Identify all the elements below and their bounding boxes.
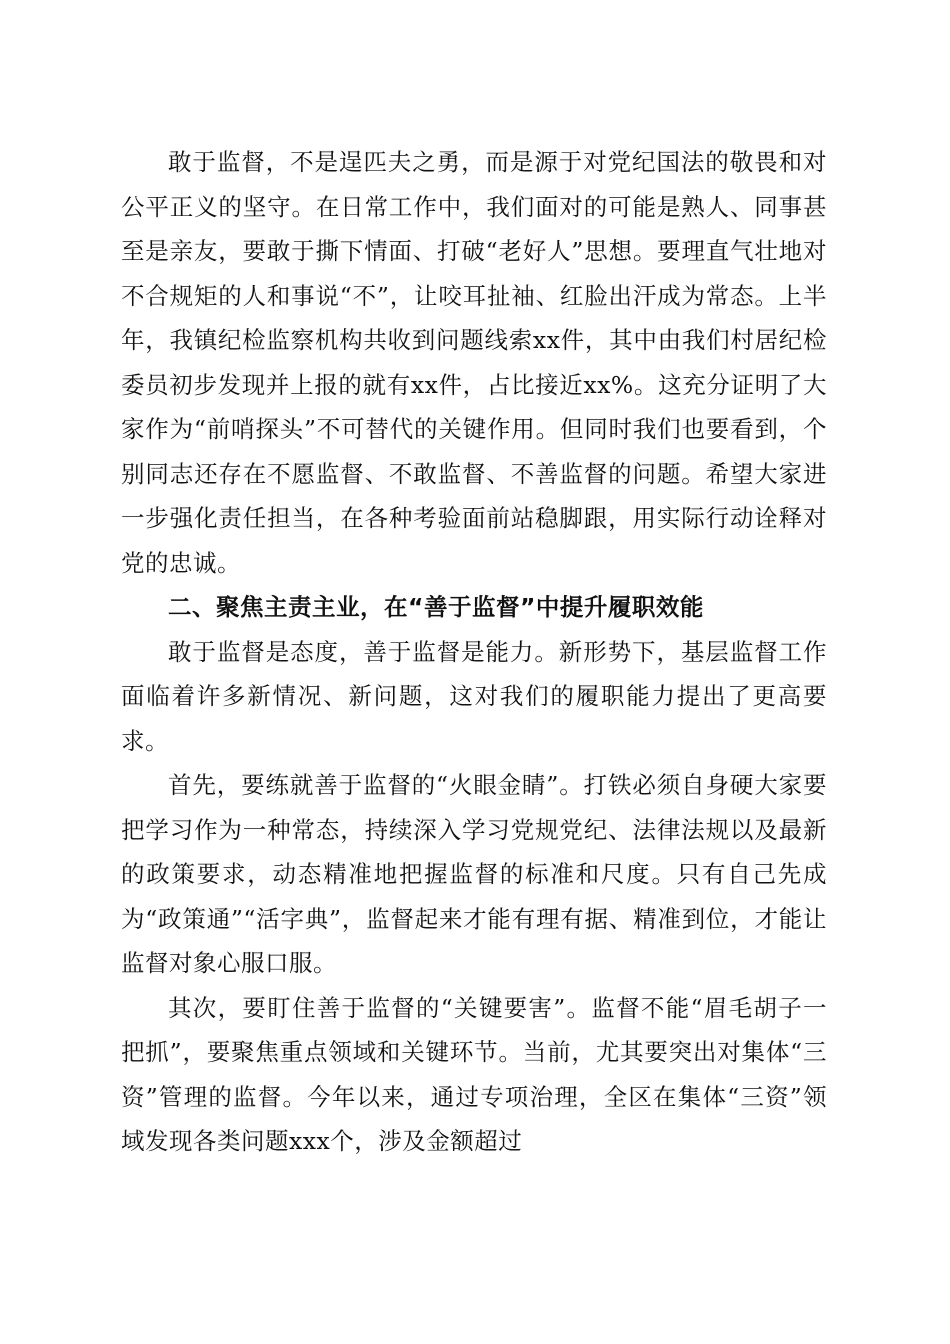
section-heading-two: 二、聚焦主责主业，在“善于监督”中提升履职效能	[168, 593, 704, 621]
paragraph-courage-supervision: 敢于监督，不是逞匹夫之勇，而是源于对党纪国法的敬畏和对公平正义的坚守。在日常工作中，我们面对的可能是熟人、同事甚至是亲友，要敢于撕下情面、打破“老好人”思想。要理直气壮地对不合规矩的人和事说“不”，让咬耳扯袖、红脸出汗成为常态。上半年，我镇纪检监察机构共收到问题线索xx件，其中由我们村居纪检委员初步发现并上报的就有xx件，占比接近xx%。这充分证明了大家作为“前哨探头”不可替代的关键作用。但同时我们也要看到，个别同志还存在不愿监督、不敢监督、不善监督的问题。希望大家进一步强化责任担当，在各种考验面前站稳脚跟，用实际行动诠释对党的忠诚。	[121, 148, 827, 577]
document-body	[121, 140, 827, 1164]
paragraph-ability: 敢于监督是态度，善于监督是能力。新形势下，基层监督工作面临着许多新情况、新问题，这对我们的履职能力提出了更高要求。	[121, 637, 827, 755]
paragraph-second: 其次，要盯住善于监督的“关键要害”。监督不能“眉毛胡子一把抓”，要聚焦重点领域和关键环节。当前，尤其要突出对集体“三资”管理的监督。今年以来，通过专项治理，全区在集体“三资”领域发现各类问题xxx个，涉及金额超过	[121, 993, 827, 1155]
paragraph-first: 首先，要练就善于监督的“火眼金睛”。打铁必须自身硬大家要把学习作为一种常态，持续深入学习党规党纪、法律法规以及最新的政策要求，动态精准地把握监督的标准和尺度。只有自己先成为“政策通”“活字典”，监督起来才能有理有据、精准到位，才能让监督对象心服口服。	[121, 771, 827, 977]
